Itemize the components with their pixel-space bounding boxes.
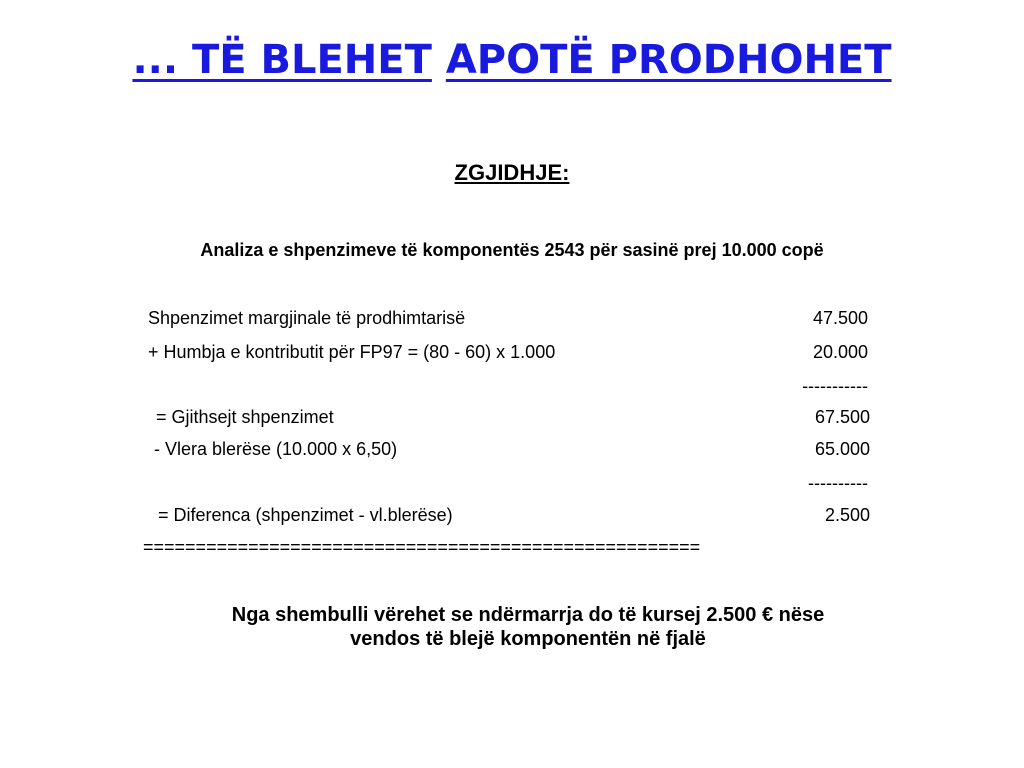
analysis-subtitle: Analiza e shpenzimeve të komponentës 2543 për sasinë prej 10.000 copë xyxy=(200,240,824,260)
row-dashes: ----------- xyxy=(802,376,868,396)
conclusion-line-2: vendos të blejë komponentën në fjalë xyxy=(350,628,706,650)
row-value: 47.500 xyxy=(812,308,868,328)
conclusion-line-1: Nga shembulli vërehet se ndërmarrja do të kursej 2.500 € nëse xyxy=(231,604,825,626)
row-dashes: ---------- xyxy=(808,473,868,493)
solution-heading: ZGJIDHJE: xyxy=(454,160,570,185)
slide-title xyxy=(0,30,1024,90)
conclusion-text xyxy=(0,603,1024,651)
row-value: 65.000 xyxy=(814,439,870,459)
row-label: - Vlera blerëse (10.000 x 6,50) xyxy=(154,439,398,459)
title-link-bought[interactable]: ... TË BLEHET xyxy=(132,37,432,83)
row-label: = Gjithsejt shpenzimet xyxy=(156,407,334,427)
row-label: Shpenzimet margjinale të prodhimtarisë xyxy=(148,308,466,328)
row-value: 67.500 xyxy=(814,407,870,427)
double-divider: ===================================================== xyxy=(143,537,701,557)
row-value: 2.500 xyxy=(824,505,870,525)
title-link-produced[interactable]: APOTË PRODHOHET xyxy=(445,37,892,83)
row-label: + Humbja e kontributit për FP97 = (80 - 60) x 1.000 xyxy=(148,342,556,362)
row-label: = Diferenca (shpenzimet - vl.blerëse) xyxy=(158,505,453,525)
row-value: 20.000 xyxy=(812,342,868,362)
